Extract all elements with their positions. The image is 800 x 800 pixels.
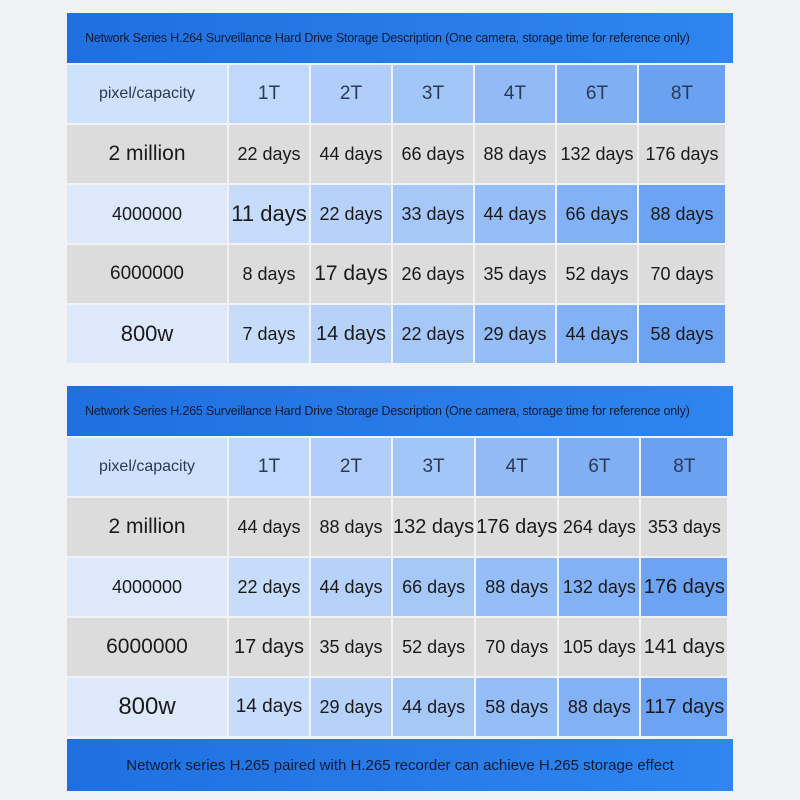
header-cell-2t: 2T [311,438,391,496]
table-row [67,678,727,736]
table-cell: 70 days [476,618,557,676]
row-label: 800w [67,678,227,736]
table-cell: 176 days [641,558,727,616]
table-cell: 7 days [229,305,309,363]
table-cell: 132 days [557,125,637,183]
table-cell: 29 days [475,305,555,363]
table-row [67,245,725,303]
h264-storage-table [65,63,727,365]
row-label: 2 million [67,498,227,556]
header-cell-pixel-capacity: pixel/capacity [67,438,227,496]
table-cell: 52 days [393,618,474,676]
table-cell: 17 days [311,245,391,303]
header-cell-3t: 3T [393,65,473,123]
row-label: 4000000 [67,185,227,243]
table-cell: 58 days [476,678,557,736]
header-cell-8t: 8T [639,65,725,123]
table-cell: 132 days [559,558,639,616]
table-cell: 14 days [311,305,391,363]
table-row [67,558,727,616]
table-cell: 26 days [393,245,473,303]
row-label: 4000000 [67,558,227,616]
table-cell: 22 days [229,125,309,183]
header-cell-pixel-capacity: pixel/capacity [67,65,227,123]
table-cell: 29 days [311,678,391,736]
footer-note: Network series H.265 paired with H.265 recorder can achieve H.265 storage effect [67,739,733,791]
header-cell-6t: 6T [559,438,639,496]
table-cell: 44 days [393,678,474,736]
table-row [67,125,725,183]
table-cell: 44 days [475,185,555,243]
table-cell: 88 days [559,678,639,736]
header-cell-4t: 4T [475,65,555,123]
table-cell: 22 days [229,558,309,616]
header-cell-1t: 1T [229,438,309,496]
table-cell: 66 days [393,558,474,616]
h265-storage-table [65,436,729,738]
table-cell: 44 days [557,305,637,363]
h265-table-title: Network Series H.265 Surveillance Hard Drive Storage Description (One camera, storage time for reference only) [67,386,733,436]
table-row [67,305,725,363]
table-cell: 88 days [639,185,725,243]
table-cell: 17 days [229,618,309,676]
table-cell: 132 days [393,498,474,556]
table-cell: 35 days [311,618,391,676]
table-row [67,498,727,556]
table-cell: 14 days [229,678,309,736]
table-header-row [67,65,725,123]
table-row [67,185,725,243]
header-cell-3t: 3T [393,438,474,496]
h264-storage-table-section [67,13,733,365]
table-cell: 35 days [475,245,555,303]
table-cell: 88 days [476,558,557,616]
table-cell: 66 days [393,125,473,183]
table-cell: 117 days [641,678,727,736]
table-header-row [67,438,727,496]
row-label: 6000000 [67,618,227,676]
table-cell: 44 days [311,125,391,183]
table-cell: 33 days [393,185,473,243]
table-cell: 176 days [476,498,557,556]
table-cell: 176 days [639,125,725,183]
table-cell: 88 days [475,125,555,183]
table-cell: 66 days [557,185,637,243]
header-cell-8t: 8T [641,438,727,496]
row-label: 800w [67,305,227,363]
table-cell: 105 days [559,618,639,676]
table-cell: 88 days [311,498,391,556]
header-cell-4t: 4T [476,438,557,496]
table-cell: 264 days [559,498,639,556]
header-cell-6t: 6T [557,65,637,123]
table-cell: 8 days [229,245,309,303]
table-cell: 44 days [229,498,309,556]
table-cell: 44 days [311,558,391,616]
h264-table-title: Network Series H.264 Surveillance Hard Drive Storage Description (One camera, storage time for reference only) [67,13,733,63]
table-cell: 353 days [641,498,727,556]
table-row [67,618,727,676]
table-cell: 58 days [639,305,725,363]
h265-storage-table-section [67,386,733,738]
header-cell-1t: 1T [229,65,309,123]
row-label: 6000000 [67,245,227,303]
table-cell: 22 days [393,305,473,363]
table-cell: 11 days [229,185,309,243]
row-label: 2 million [67,125,227,183]
table-cell: 52 days [557,245,637,303]
table-cell: 141 days [641,618,727,676]
table-cell: 70 days [639,245,725,303]
table-cell: 22 days [311,185,391,243]
header-cell-2t: 2T [311,65,391,123]
